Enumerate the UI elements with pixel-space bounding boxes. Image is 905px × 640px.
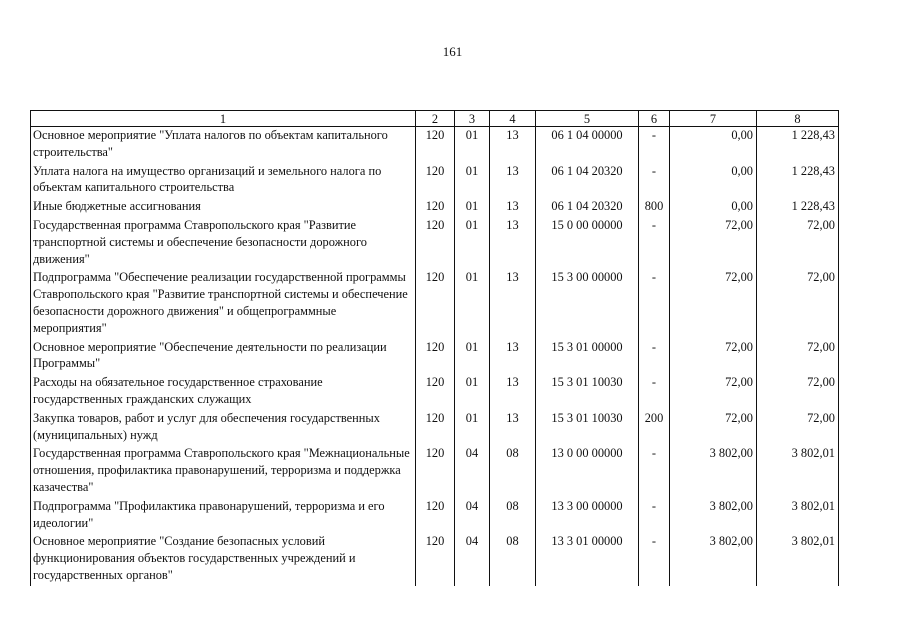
row-name-cell: Уплата налога на имущество организаций и земельного налога по объектам капитального строительства	[31, 163, 416, 199]
table-body	[31, 127, 839, 586]
amount-cell: 72,00	[670, 374, 757, 410]
amount-cell: 72,00	[670, 410, 757, 446]
row-name-cell: Основное мероприятие "Обеспечение деятельности по реализации Программы"	[31, 339, 416, 375]
subsection-cell: 13	[490, 374, 536, 410]
table-row	[31, 198, 839, 217]
column-header: 2	[416, 111, 455, 127]
table-row	[31, 410, 839, 446]
grbs-cell: 120	[416, 374, 455, 410]
target-article-cell: 15 3 01 10030	[536, 374, 639, 410]
grbs-cell: 120	[416, 198, 455, 217]
section-cell: 01	[455, 198, 490, 217]
budget-table	[30, 110, 839, 586]
amount-cell: 72,00	[757, 269, 839, 338]
page-number: 161	[442, 44, 463, 59]
column-header: 6	[639, 111, 670, 127]
subsection-cell: 13	[490, 198, 536, 217]
target-article-cell: 15 3 00 00000	[536, 269, 639, 338]
subsection-cell: 13	[490, 269, 536, 338]
target-article-cell: 13 0 00 00000	[536, 445, 639, 497]
section-cell: 01	[455, 163, 490, 199]
column-header: 7	[670, 111, 757, 127]
row-name-cell: Подпрограмма "Обеспечение реализации государственной программы Ставропольского края "Развитие транспортной системы и обеспечение безопасности дорожного движения" и общепрограммные мероприятия"	[31, 269, 416, 338]
amount-cell: 1 228,43	[757, 127, 839, 163]
subsection-cell: 13	[490, 127, 536, 163]
table-row	[31, 533, 839, 585]
expense-type-cell: -	[639, 217, 670, 269]
amount-cell: 3 802,00	[670, 533, 757, 585]
table-row	[31, 269, 839, 338]
expense-type-cell: -	[639, 374, 670, 410]
target-article-cell: 13 3 00 00000	[536, 498, 639, 534]
table-row	[31, 374, 839, 410]
row-name-cell: Основное мероприятие "Уплата налогов по объектам капитального строительства"	[31, 127, 416, 163]
amount-cell: 72,00	[757, 339, 839, 375]
expense-type-cell: 800	[639, 198, 670, 217]
amount-cell: 3 802,01	[757, 445, 839, 497]
grbs-cell: 120	[416, 127, 455, 163]
target-article-cell: 15 0 00 00000	[536, 217, 639, 269]
row-name-cell: Расходы на обязательное государственное страхование государственных гражданских служащих	[31, 374, 416, 410]
row-name-cell: Иные бюджетные ассигнования	[31, 198, 416, 217]
amount-cell: 3 802,00	[670, 445, 757, 497]
expense-type-cell: -	[639, 269, 670, 338]
section-cell: 01	[455, 127, 490, 163]
column-header: 8	[757, 111, 839, 127]
expense-type-cell: -	[639, 339, 670, 375]
target-article-cell: 15 3 01 00000	[536, 339, 639, 375]
section-cell: 01	[455, 410, 490, 446]
expense-type-cell: 200	[639, 410, 670, 446]
subsection-cell: 13	[490, 163, 536, 199]
subsection-cell: 08	[490, 533, 536, 585]
column-header: 4	[490, 111, 536, 127]
section-cell: 01	[455, 217, 490, 269]
amount-cell: 72,00	[670, 217, 757, 269]
target-article-cell: 06 1 04 20320	[536, 198, 639, 217]
amount-cell: 1 228,43	[757, 198, 839, 217]
amount-cell: 1 228,43	[757, 163, 839, 199]
target-article-cell: 06 1 04 00000	[536, 127, 639, 163]
target-article-cell: 06 1 04 20320	[536, 163, 639, 199]
row-name-cell: Закупка товаров, работ и услуг для обеспечения государственных (муниципальных) нужд	[31, 410, 416, 446]
table-row	[31, 339, 839, 375]
row-name-cell: Основное мероприятие "Создание безопасных условий функционирования объектов государственных учреждений и государственных органов"	[31, 533, 416, 585]
section-cell: 04	[455, 533, 490, 585]
table-row	[31, 163, 839, 199]
table-row	[31, 127, 839, 163]
amount-cell: 3 802,01	[757, 533, 839, 585]
row-name-cell: Государственная программа Ставропольского края "Межнациональные отношения, профилактика правонарушений, терроризма и поддержка казачества"	[31, 445, 416, 497]
amount-cell: 72,00	[670, 339, 757, 375]
grbs-cell: 120	[416, 269, 455, 338]
amount-cell: 72,00	[757, 374, 839, 410]
amount-cell: 0,00	[670, 198, 757, 217]
expense-type-cell: -	[639, 533, 670, 585]
subsection-cell: 08	[490, 445, 536, 497]
expense-type-cell: -	[639, 445, 670, 497]
section-cell: 01	[455, 339, 490, 375]
amount-cell: 72,00	[670, 269, 757, 338]
subsection-cell: 13	[490, 217, 536, 269]
table-row	[31, 217, 839, 269]
expense-type-cell: -	[639, 163, 670, 199]
section-cell: 01	[455, 374, 490, 410]
target-article-cell: 15 3 01 10030	[536, 410, 639, 446]
grbs-cell: 120	[416, 533, 455, 585]
expense-type-cell: -	[639, 127, 670, 163]
grbs-cell: 120	[416, 339, 455, 375]
header-row	[31, 111, 839, 127]
target-article-cell: 13 3 01 00000	[536, 533, 639, 585]
row-name-cell: Подпрограмма "Профилактика правонарушений, терроризма и его идеологии"	[31, 498, 416, 534]
grbs-cell: 120	[416, 217, 455, 269]
column-header: 1	[31, 111, 416, 127]
amount-cell: 3 802,00	[670, 498, 757, 534]
subsection-cell: 08	[490, 498, 536, 534]
table-row	[31, 498, 839, 534]
expense-type-cell: -	[639, 498, 670, 534]
amount-cell: 72,00	[757, 410, 839, 446]
amount-cell: 0,00	[670, 163, 757, 199]
column-header: 3	[455, 111, 490, 127]
grbs-cell: 120	[416, 445, 455, 497]
row-name-cell: Государственная программа Ставропольского края "Развитие транспортной системы и обеспечение безопасности дорожного движения"	[31, 217, 416, 269]
section-cell: 01	[455, 269, 490, 338]
amount-cell: 72,00	[757, 217, 839, 269]
amount-cell: 0,00	[670, 127, 757, 163]
table-row	[31, 445, 839, 497]
subsection-cell: 13	[490, 410, 536, 446]
grbs-cell: 120	[416, 410, 455, 446]
column-header: 5	[536, 111, 639, 127]
grbs-cell: 120	[416, 498, 455, 534]
grbs-cell: 120	[416, 163, 455, 199]
subsection-cell: 13	[490, 339, 536, 375]
amount-cell: 3 802,01	[757, 498, 839, 534]
section-cell: 04	[455, 498, 490, 534]
section-cell: 04	[455, 445, 490, 497]
